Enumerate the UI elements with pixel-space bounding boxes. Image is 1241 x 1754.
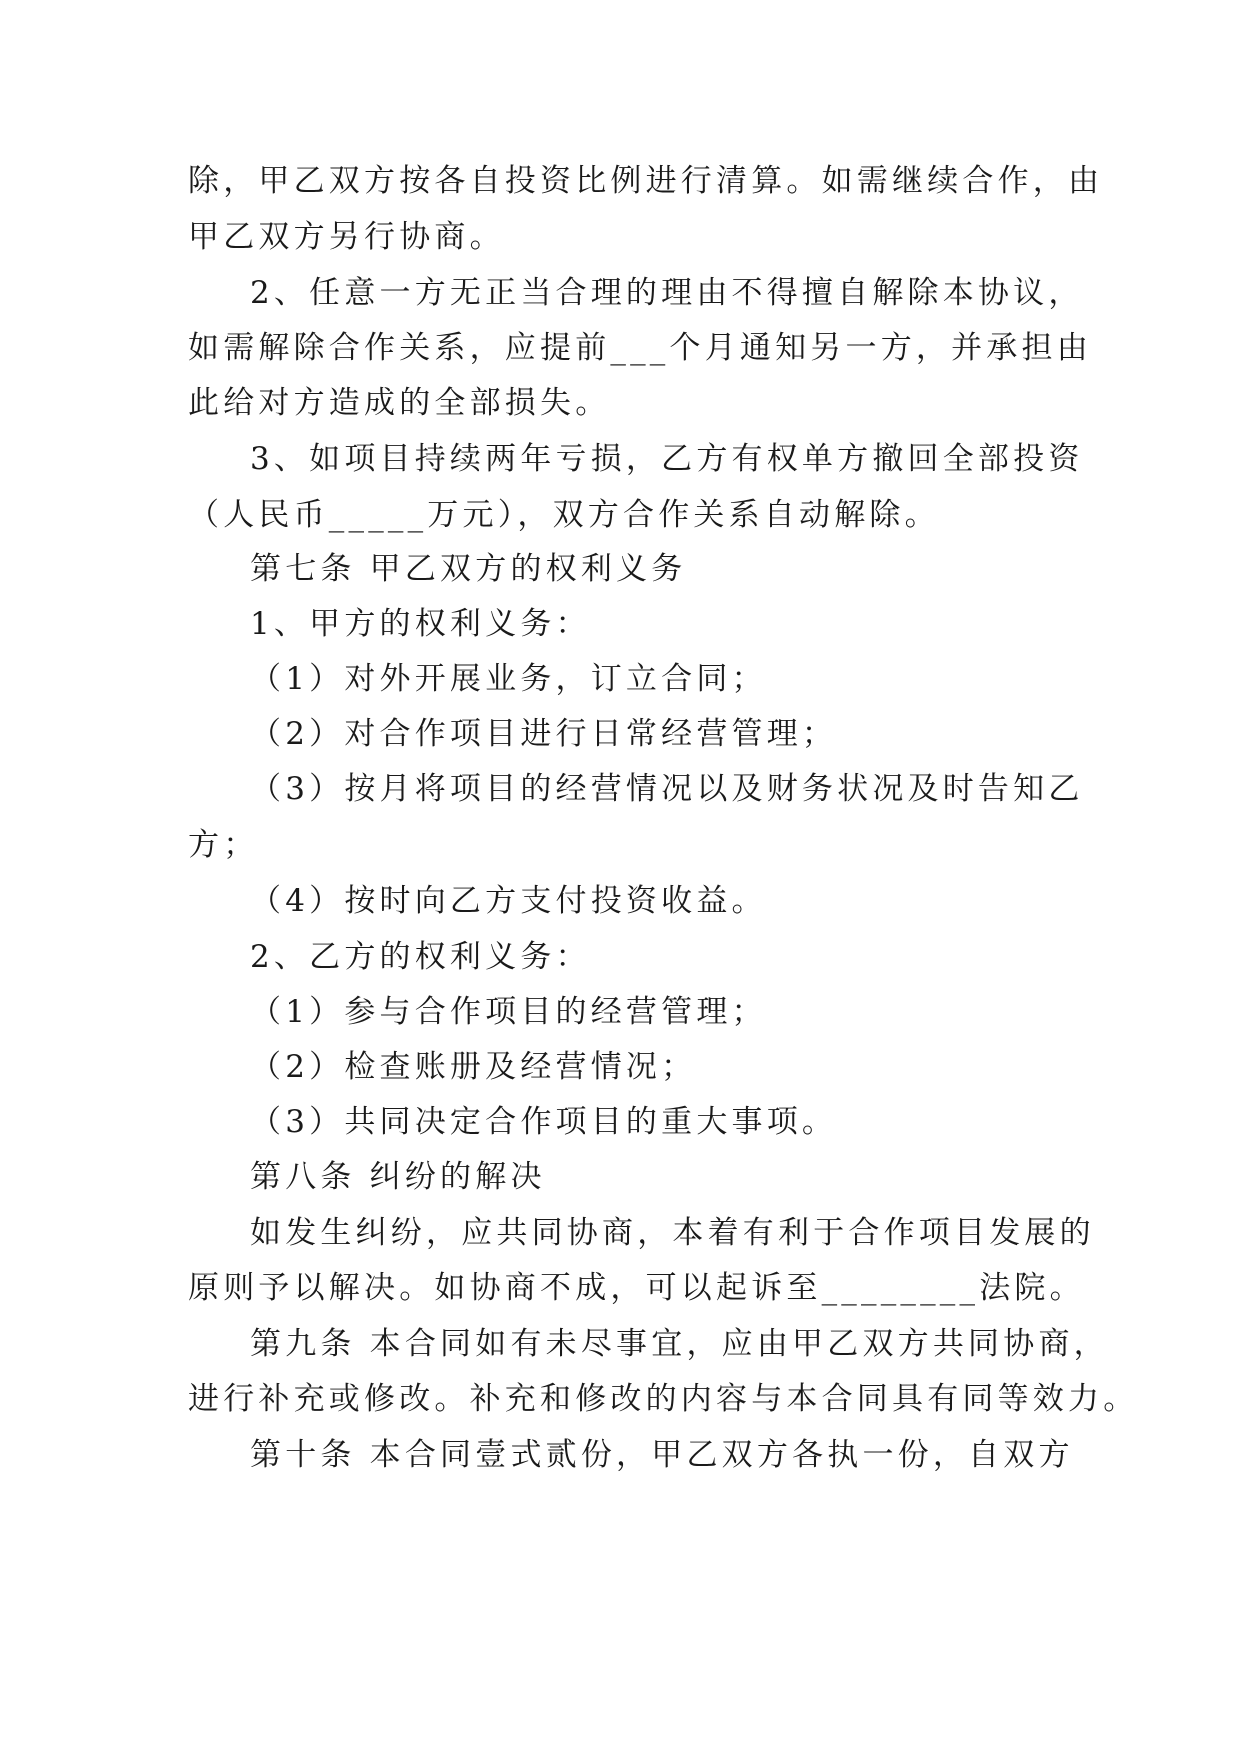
text-line: （2）检查账册及经营情况； [250,1049,697,1085]
text-line: （1）对外开展业务，订立合同； [250,661,767,697]
text-line: 如发生纠纷，应共同协商，本着有利于合作项目发展的 [250,1215,1095,1251]
text-line: 进行补充或修改。补充和修改的内容与本合同具有同等效力。 [188,1381,1139,1417]
text-line: （1）参与合作项目的经营管理； [250,994,767,1030]
text-line: 除，甲乙双方按各自投资比例进行清算。如需继续合作，由 [188,163,1104,199]
text-line: 第九条 本合同如有未尽事宜，应由甲乙双方共同协商， [250,1326,1109,1362]
text-line: 第八条 纠纷的解决 [250,1159,546,1195]
text-line: 2、乙方的权利义务： [250,939,591,975]
text-line: 3、如项目持续两年亏损，乙方有权单方撤回全部投资 [250,441,1084,477]
text-line: （4）按时向乙方支付投资收益。 [250,883,767,919]
text-line: 甲乙双方另行协商。 [188,219,505,255]
text-line: 方； [188,827,259,863]
text-line: 2、任意一方无正当合理的理由不得擅自解除本协议， [250,275,1084,311]
text-line: 第七条 甲乙双方的权利义务 [250,551,687,587]
text-line: 1、甲方的权利义务： [250,606,591,642]
text-line: （2）对合作项目进行日常经营管理； [250,716,838,752]
text-line: （人民币_____万元），双方合作关系自动解除。 [188,497,940,533]
text-line: （3）按月将项目的经营情况以及财务状况及时告知乙 [250,771,1084,807]
text-line: 原则予以解决。如协商不成，可以起诉至________法院。 [188,1270,1085,1306]
text-line: 此给对方造成的全部损失。 [188,385,611,421]
text-line: （3）共同决定合作项目的重大事项。 [250,1104,838,1140]
text-line: 如需解除合作关系，应提前___个月通知另一方，并承担由 [188,330,1092,366]
text-line: 第十条 本合同壹式贰份，甲乙双方各执一份，自双方 [250,1437,1074,1473]
